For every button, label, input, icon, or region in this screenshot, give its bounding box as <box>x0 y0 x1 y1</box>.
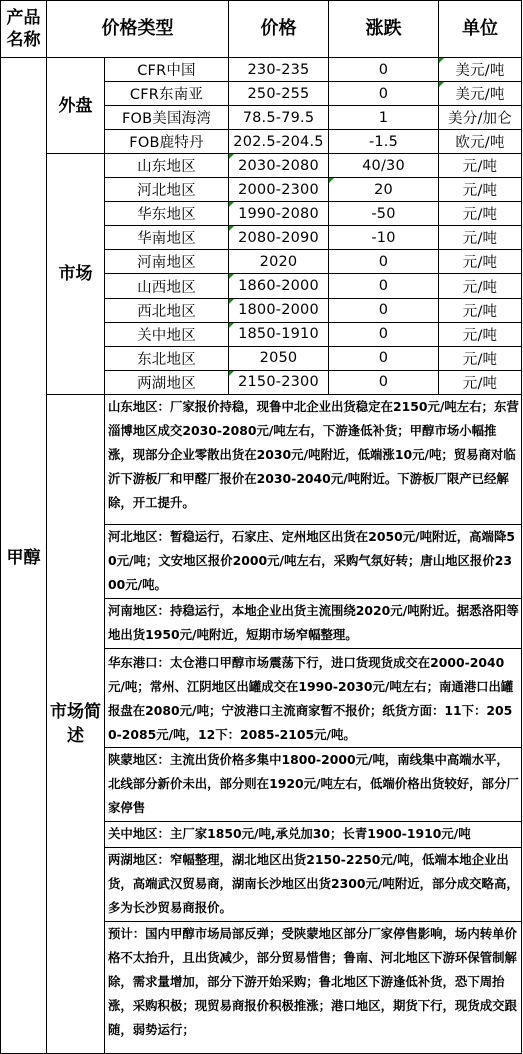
market-price-cell: 1850-1910 <box>229 322 329 346</box>
market-price-cell: 2000-2300 <box>229 178 329 202</box>
market-unit-cell: 元/吨 <box>439 322 522 346</box>
foreign-price-cell: 250-255 <box>229 82 329 106</box>
market-type-cell: 关中地区 <box>105 322 229 346</box>
market-type-cell: 东北地区 <box>105 346 229 370</box>
group-summary: 市场简述 <box>47 394 105 1053</box>
foreign-price-cell: 230-235 <box>229 58 329 82</box>
summary-text: 山东地区：厂家报价持稳，现鲁中北企业出货稳定在2150元/吨左右；东营淄博地区成交2030-2080元/吨左右，下游逢低补货；甲醇市场小幅推涨，现部分企业零散出货在2030元/吨附近，低端涨10元/吨；贸易商对临沂下游板厂和甲醛厂报价在2030-2040元/吨附近。下游板厂限产已经解除，开工提升。 <box>105 394 522 524</box>
market-price-cell: 1990-2080 <box>229 202 329 226</box>
market-change-cell: 0 <box>329 346 439 370</box>
market-change-cell: 0 <box>329 370 439 394</box>
market-change-cell: 0 <box>329 298 439 322</box>
summary-text: 河北地区：暂稳运行，石家庄、定州地区出货在2050元/吨附近，高端降50元/吨；文安地区报价2000元/吨左右，采购气氛好转；唐山地区报价2300元/吨。 <box>105 524 522 598</box>
market-type-cell: 河南地区 <box>105 250 229 274</box>
market-price-cell: 2020 <box>229 250 329 274</box>
summary-text: 陕蒙地区：主流出货价格多集中1800-2000元/吨，南线集中高端水平，北线部分新价未出，部分则在1920元/吨左右，低端价格出货较好，部分厂家停售 <box>105 747 522 821</box>
header-category: 产品名称 <box>1 1 47 58</box>
summary-text: 两湖地区：窄幅整理，湖北地区出货2150-2250元/吨，低端本地企业出货，高端武汉贸易商，湖南长沙地区出货2300元/吨附近，部分成交略高，多为长沙贸易商报价。 <box>105 847 522 921</box>
market-price-cell: 1800-2000 <box>229 298 329 322</box>
market-change-cell: 0 <box>329 322 439 346</box>
product-name: 甲醇 <box>1 58 47 1054</box>
market-change-cell: -10 <box>329 226 439 250</box>
summary-text: 华东港口：太仓港口甲醇市场震荡下行，进口货现货成交在2000-2040元/吨；常州、江阴地区出罐成交在1990-2030元/吨左右；南通港口出罐报盘在2080元/吨；宁波港口主流商家暂不报价；纸货方面：11下：2050-2085元/吨，12下：2085-2105元/吨。 <box>105 648 522 747</box>
market-unit-cell: 元/吨 <box>439 298 522 322</box>
header-price-type: 价格类型 <box>47 1 229 58</box>
market-unit-cell: 元/吨 <box>439 346 522 370</box>
market-price-row <box>1 154 522 178</box>
market-unit-cell: 元/吨 <box>439 202 522 226</box>
market-change-cell: 40/30 <box>329 154 439 178</box>
foreign-unit-cell: 美分/加仑 <box>439 106 522 130</box>
market-price-cell: 2150-2300 <box>229 370 329 394</box>
market-type-cell: 华东地区 <box>105 202 229 226</box>
summary-text: 预计：国内甲醇市场局部反弹；受陕蒙地区部分厂家停售影响，场内转单价格不太抬升，且出货减少，部分贸易惜售；鲁南、河北地区下游环保管制解除，需求量增加，部分下游开始采购；鲁北地区下游逢低补货，恐下周抬涨，采购积极；现贸易商报价积极推涨；港口地区，期货下行，现货成交跟随，弱势运行； <box>105 921 522 1053</box>
market-price-cell: 1860-2000 <box>229 274 329 298</box>
header-change: 涨跌 <box>329 1 439 58</box>
market-unit-cell: 元/吨 <box>439 250 522 274</box>
summary-text: 河南地区：持稳运行，本地企业出货主流围绕2020元/吨附近。据悉洛阳等地出货1950元/吨附近，短期市场窄幅整理。 <box>105 598 522 648</box>
market-unit-cell: 元/吨 <box>439 274 522 298</box>
market-price-cell: 2030-2080 <box>229 154 329 178</box>
market-type-cell: 华南地区 <box>105 226 229 250</box>
foreign-price-cell: 78.5-79.5 <box>229 106 329 130</box>
header-unit: 单位 <box>439 1 522 58</box>
summary-text: 关中地区：主厂家1850元/吨,承兑加30；长青1900-1910元/吨 <box>105 821 522 847</box>
foreign-change-cell: 0 <box>329 58 439 82</box>
market-change-cell: 0 <box>329 274 439 298</box>
market-change-cell: 0 <box>329 250 439 274</box>
foreign-type-cell: FOB鹿特丹 <box>105 130 229 154</box>
foreign-price-row <box>1 58 522 82</box>
header-row <box>1 1 522 58</box>
market-unit-cell: 元/吨 <box>439 370 522 394</box>
group-foreign: 外盘 <box>47 58 105 154</box>
foreign-type-cell: FOB美国海湾 <box>105 106 229 130</box>
market-type-cell: 河北地区 <box>105 178 229 202</box>
market-change-cell: 20 <box>329 178 439 202</box>
foreign-type-cell: CFR东南亚 <box>105 82 229 106</box>
market-unit-cell: 元/吨 <box>439 154 522 178</box>
foreign-unit-cell: 美元/吨 <box>439 58 522 82</box>
foreign-unit-cell: 欧元/吨 <box>439 130 522 154</box>
market-type-cell: 山东地区 <box>105 154 229 178</box>
market-type-cell: 山西地区 <box>105 274 229 298</box>
market-type-cell: 西北地区 <box>105 298 229 322</box>
market-unit-cell: 元/吨 <box>439 226 522 250</box>
header-price: 价格 <box>229 1 329 58</box>
foreign-change-cell: 1 <box>329 106 439 130</box>
foreign-type-cell: CFR中国 <box>105 58 229 82</box>
foreign-change-cell: 0 <box>329 82 439 106</box>
market-change-cell: -50 <box>329 202 439 226</box>
foreign-unit-cell: 美元/吨 <box>439 82 522 106</box>
foreign-change-cell: -1.5 <box>329 130 439 154</box>
foreign-price-cell: 202.5-204.5 <box>229 130 329 154</box>
group-market: 市场 <box>47 154 105 395</box>
summary-row <box>1 394 522 524</box>
market-unit-cell: 元/吨 <box>439 178 522 202</box>
market-type-cell: 两湖地区 <box>105 370 229 394</box>
market-price-cell: 2080-2090 <box>229 226 329 250</box>
market-price-cell: 2050 <box>229 346 329 370</box>
